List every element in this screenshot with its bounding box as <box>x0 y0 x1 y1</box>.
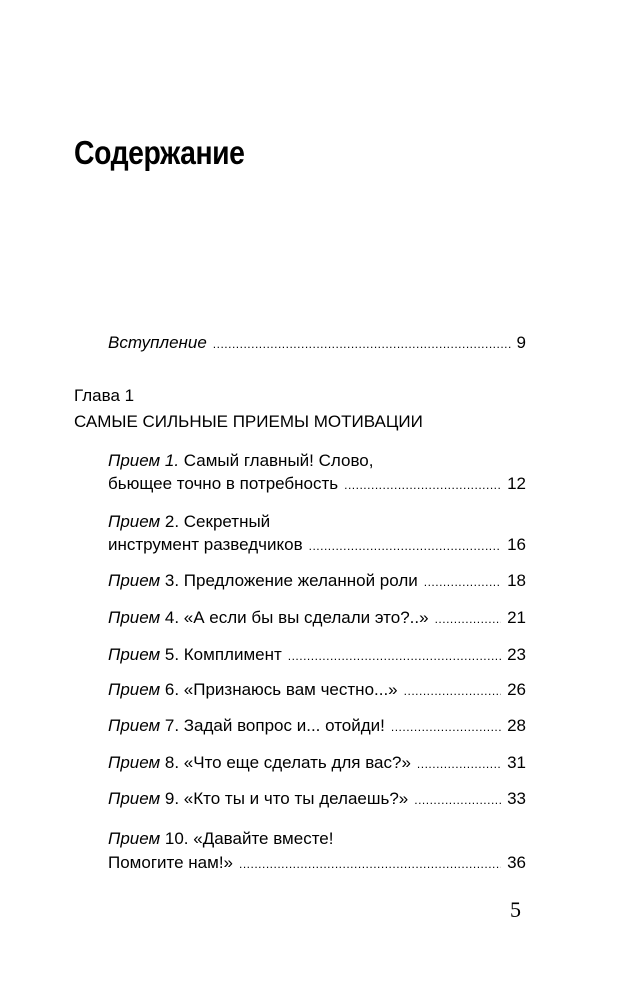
entry-prefix: Прием <box>108 716 161 735</box>
page-number: 28 <box>507 716 526 735</box>
dot-leader <box>309 535 501 557</box>
entry-prefix: Прием 1. <box>108 451 180 470</box>
entry-title-cont: инструмент разведчиков <box>108 535 303 554</box>
dot-leader <box>239 853 501 875</box>
toc-entry-2-line1[interactable] <box>108 511 270 533</box>
dot-leader <box>344 474 501 496</box>
toc-entry-2-line2[interactable] <box>108 534 526 557</box>
dot-leader <box>288 645 501 667</box>
folio-page-number: 5 <box>510 897 521 922</box>
entry-title-cont: бьющее точно в потребность <box>108 474 339 493</box>
page-number: 9 <box>516 333 526 352</box>
entry-title: 5. Комплимент <box>160 645 282 664</box>
toc-entry-1-line2[interactable] <box>108 473 526 496</box>
page-number: 36 <box>507 853 526 872</box>
entry-prefix: Прием <box>108 753 161 772</box>
dot-leader <box>414 789 501 811</box>
page-number: 18 <box>507 571 526 590</box>
entry-prefix: Прием <box>108 608 161 627</box>
entry-prefix: Прием <box>108 789 161 808</box>
entry-title: 2. Секретный <box>160 512 271 531</box>
toc-entry-10-line1[interactable] <box>108 828 333 850</box>
dot-leader <box>417 753 501 775</box>
entry-prefix: Прием <box>108 645 161 664</box>
entry-prefix: Прием <box>108 571 161 590</box>
toc-entry-9[interactable] <box>108 788 526 811</box>
intro-label: Вступление <box>108 333 207 352</box>
entry-title: 4. «А если бы вы сделали это?..» <box>160 608 429 627</box>
page-number: 31 <box>507 753 526 772</box>
page-number: 33 <box>507 789 526 808</box>
entry-title: 6. «Признаюсь вам честно...» <box>160 680 398 699</box>
dot-leader <box>391 716 501 738</box>
chapter-title: САМЫЕ СИЛЬНЫЕ ПРИЕМЫ МОТИВАЦИИ <box>74 412 423 431</box>
toc-entry-10-line2[interactable] <box>108 852 526 875</box>
entry-prefix: Прием <box>108 680 161 699</box>
entry-title: 10. «Давайте вместе! <box>160 829 334 848</box>
entry-title-cont: Помогите нам!» <box>108 853 233 872</box>
toc-entry-1-line1[interactable] <box>108 450 373 472</box>
dot-leader <box>435 608 502 630</box>
toc-entry-intro[interactable] <box>108 332 526 355</box>
page-number: 26 <box>507 680 526 699</box>
toc-entry-3[interactable] <box>108 570 526 593</box>
page-title: Содержание <box>74 134 245 171</box>
page-number: 16 <box>507 535 526 554</box>
dot-leader <box>404 680 501 702</box>
page-number: 23 <box>507 645 526 664</box>
entry-title: 8. «Что еще сделать для вас?» <box>160 753 411 772</box>
page-number: 12 <box>507 474 526 493</box>
chapter-number: Глава 1 <box>74 386 135 405</box>
entry-prefix: Прием <box>108 829 161 848</box>
toc-entry-6[interactable] <box>108 679 526 702</box>
entry-title: 3. Предложение желанной роли <box>160 571 418 590</box>
entry-prefix: Прием <box>108 512 161 531</box>
toc-entry-4[interactable] <box>108 607 526 630</box>
entry-title: Самый главный! Слово, <box>179 451 374 470</box>
entry-title: 7. Задай вопрос и... отойди! <box>160 716 385 735</box>
page-number: 21 <box>507 608 526 627</box>
toc-entry-5[interactable] <box>108 644 526 667</box>
entry-title: 9. «Кто ты и что ты делаешь?» <box>160 789 409 808</box>
toc-entry-7[interactable] <box>108 715 526 738</box>
dot-leader <box>213 333 511 355</box>
toc-entry-8[interactable] <box>108 752 526 775</box>
dot-leader <box>424 571 501 593</box>
